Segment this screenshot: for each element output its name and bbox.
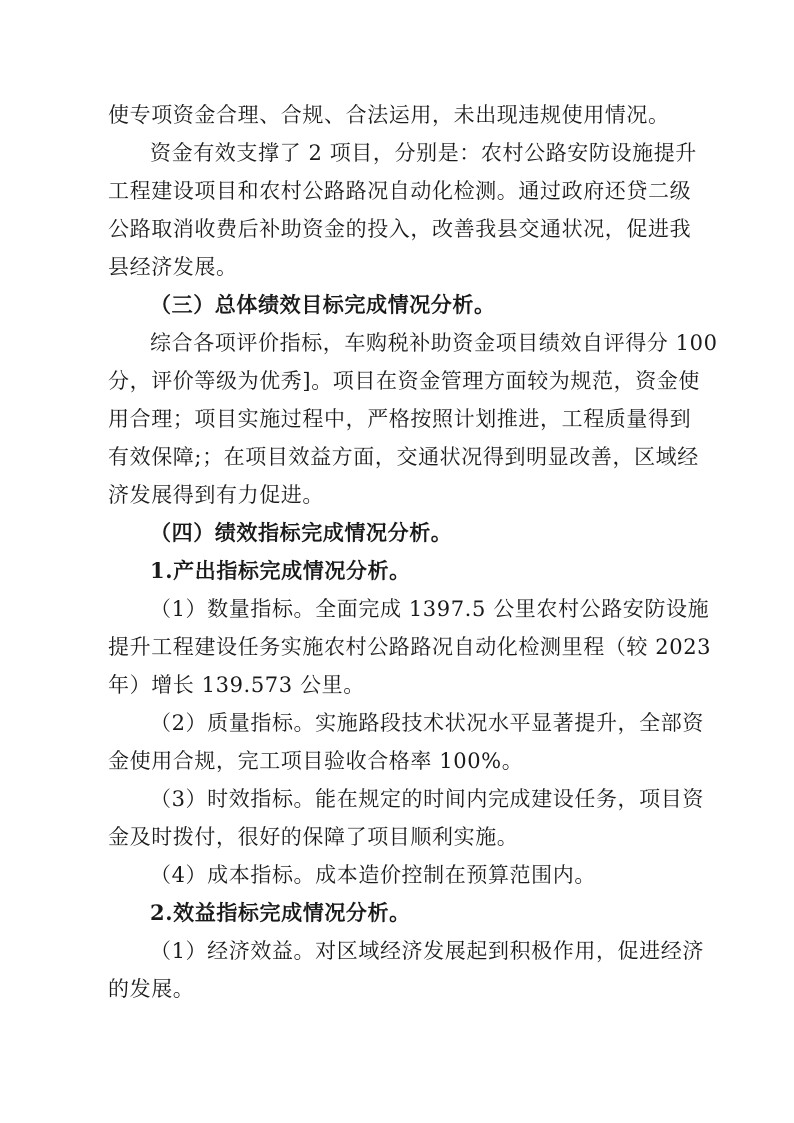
- paragraph-line: 的发展。: [108, 977, 195, 1001]
- paragraph-line: 使专项资金合理、合规、合法运用，未出现违规使用情况。: [108, 103, 670, 127]
- section-heading: （三）总体绩效目标完成情况分析。: [150, 292, 496, 317]
- paragraph-line: 有效保障;；在项目效益方面，交通状况得到明显改善，区域经: [108, 445, 699, 469]
- paragraph-line: 年）增长 139.573 公里。: [108, 673, 365, 697]
- paragraph-line: （1）数量指标。全面完成 1397.5 公里农村公路安防设施: [150, 597, 710, 621]
- paragraph-line: 用合理；项目实施过程中，严格按照计划推进，工程质量得到: [108, 407, 692, 431]
- document-page: [108, 96, 718, 1008]
- paragraph-line: 综合各项评价指标，车购税补助资金项目绩效自评得分 100: [150, 331, 718, 355]
- section-heading: （四）绩效指标完成情况分析。: [150, 520, 453, 545]
- paragraph-line: 金及时拨付，很好的保障了项目顺利实施。: [108, 825, 519, 849]
- section-heading: 1.产出指标完成情况分析。: [150, 558, 411, 583]
- paragraph-line: 工程建设项目和农村公路路况自动化检测。通过政府还贷二级: [108, 179, 692, 203]
- paragraph-line: 公路取消收费后补助资金的投入，改善我县交通状况，促进我: [108, 217, 692, 241]
- paragraph-line: （2）质量指标。实施路段技术状况水平显著提升，全部资: [150, 711, 704, 735]
- paragraph-line: 济发展得到有力促进。: [108, 483, 324, 507]
- paragraph-line: （3）时效指标。能在规定的时间内完成建设任务，项目资: [150, 787, 704, 811]
- paragraph-line: 提升工程建设任务实施农村公路路况自动化检测里程（较 2023: [108, 635, 712, 659]
- paragraph-line: 金使用合规，完工项目验收合格率 100%。: [108, 749, 524, 773]
- paragraph-line: （4）成本指标。成本造价控制在预算范围内。: [150, 863, 596, 887]
- paragraph-line: 县经济发展。: [108, 255, 238, 279]
- document-body: [108, 96, 718, 1008]
- paragraph-line: 分，评价等级为优秀]。项目在资金管理方面较为规范，资金使: [108, 369, 700, 393]
- section-heading: 2.效益指标完成情况分析。: [150, 900, 411, 925]
- paragraph-line: 资金有效支撑了 2 项目，分别是：农村公路安防设施提升: [150, 141, 697, 165]
- paragraph-line: （1）经济效益。对区域经济发展起到积极作用，促进经济: [150, 939, 704, 963]
